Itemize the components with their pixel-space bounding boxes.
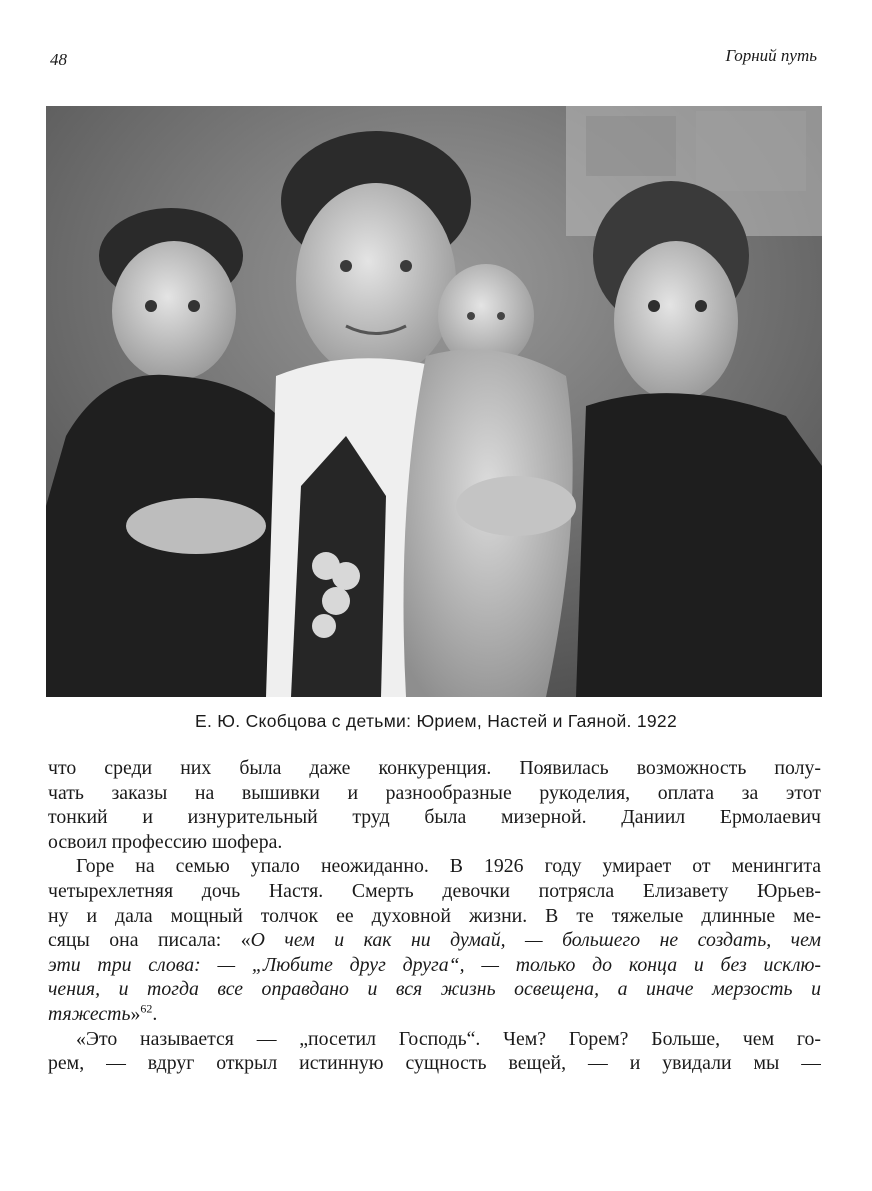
text-line: «Это называется — „посетил Господь“. Чем? Горем? Больше, чем го- — [76, 1027, 821, 1050]
running-title: Горний путь — [725, 46, 817, 65]
quote-run: эти три слова: — „Любите друг друга“, — только до конца и без исклю- — [48, 953, 821, 976]
text-line: тонкий и изнурительный труд была мизерной. Даниил Ермолаевич — [48, 806, 821, 829]
page-number: 48 — [50, 50, 67, 69]
text-line: освоил профессию шофера. — [48, 830, 283, 853]
photograph-image — [46, 106, 822, 697]
text-run: . — [152, 1002, 158, 1025]
text-line: что среди них была даже конкуренция. Появилась возможность полу- — [48, 757, 821, 779]
quote-run: тяжесть — [48, 1002, 131, 1025]
text-line — [48, 928, 821, 953]
paragraph-1 — [48, 756, 821, 854]
paragraph-2 — [48, 854, 821, 1026]
paragraph-3 — [48, 1027, 821, 1076]
text-line — [48, 1002, 821, 1027]
text-line: рем, — вдруг открыл истинную сущность вещей, — и увидали мы — — [48, 1052, 821, 1075]
text-line: чать заказы на вышивки и разнообразные рукоделия, оплата за этот — [48, 781, 821, 804]
figure-caption: Е. Ю. Скобцова с детьми: Юрием, Настей и Гаяной. 1922 — [195, 711, 677, 731]
text-run: сяцы она писала: « — [48, 929, 251, 952]
text-line — [48, 977, 821, 1002]
text-run: » — [130, 1002, 141, 1025]
family-photograph — [46, 106, 822, 697]
quote-run: чения, и тогда все оправдано и вся жизнь освещена, а иначе мерзость и — [48, 978, 821, 1001]
body-text — [48, 756, 821, 1076]
text-line: четырехлетняя дочь Настя. Смерть девочки потрясла Елизавету Юрьев- — [48, 879, 821, 902]
text-line: Горе на семью упало неожиданно. В 1926 году умирает от менингита — [76, 855, 821, 878]
footnote-marker[interactable]: 62 — [140, 1001, 153, 1016]
quote-run: О чем и как ни думай, — большего не создать, чем — [250, 929, 821, 952]
text-line — [48, 953, 821, 978]
text-line: ну и дала мощный толчок ее духовной жизни. В те тяжелые длинные ме- — [48, 904, 821, 927]
